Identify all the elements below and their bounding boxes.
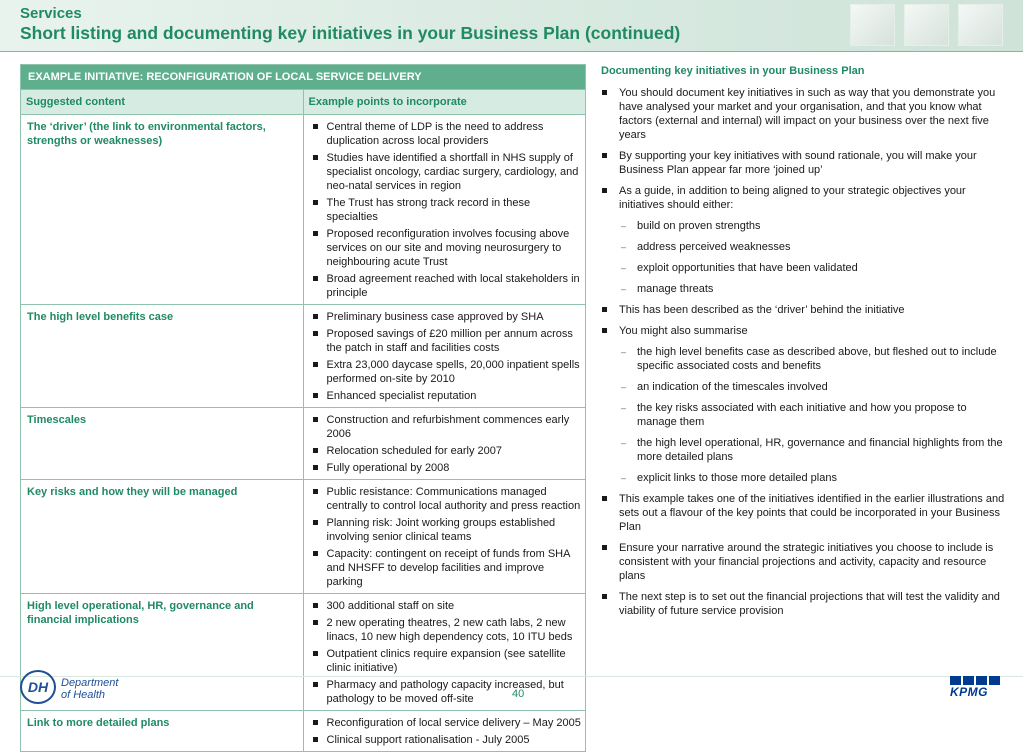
initiative-table bbox=[20, 64, 586, 752]
point-item: Reconfiguration of local service delivery – May 2005 bbox=[308, 716, 582, 730]
header-divider bbox=[0, 51, 1023, 52]
row-label: Key risks and how they will be managed bbox=[21, 480, 304, 594]
section-title: Services bbox=[20, 5, 82, 22]
points-list bbox=[308, 120, 582, 300]
point-item: Clinical support rationalisation - July 2005 bbox=[308, 733, 582, 747]
points-list bbox=[308, 485, 582, 589]
guidance-item: The next step is to set out the financial projections that will test the validity and viability of future service provision bbox=[601, 590, 1007, 618]
guidance-item: Ensure your narrative around the strategic initiatives you choose to include is consistent with your financial projections and activity, capacity and resource plans bbox=[601, 541, 1007, 583]
point-item: Fully operational by 2008 bbox=[308, 461, 582, 475]
table-title: EXAMPLE INITIATIVE: RECONFIGURATION OF LOCAL SERVICE DELIVERY bbox=[21, 65, 586, 90]
guidance-subitem: – manage threats bbox=[601, 282, 1007, 296]
row-label: Link to more detailed plans bbox=[21, 711, 304, 752]
dh-logo-mark: DH bbox=[20, 670, 56, 704]
row-label: The high level benefits case bbox=[21, 305, 304, 408]
column-header-suggested-content: Suggested content bbox=[21, 90, 304, 115]
row-points bbox=[303, 115, 586, 305]
guidance-panel bbox=[601, 64, 1007, 625]
guidance-subitem: – exploit opportunities that have been validated bbox=[601, 261, 1007, 275]
guidance-item: This example takes one of the initiatives identified in the earlier illustrations and sets out a flavour of the key points that could be incorporated in your Business Plan bbox=[601, 492, 1007, 534]
points-list bbox=[308, 716, 582, 747]
dh-logo-line-1: Department bbox=[61, 677, 119, 689]
table-row bbox=[21, 408, 586, 480]
point-item: 2 new operating theatres, 2 new cath labs, 2 new linacs, 10 new high dependency cots, 10 ITU beds bbox=[308, 616, 582, 644]
kpmg-logo-boxes bbox=[950, 676, 1000, 685]
point-item: 300 additional staff on site bbox=[308, 599, 582, 613]
kpmg-logo-text: KPMG bbox=[950, 685, 988, 699]
row-points bbox=[303, 480, 586, 594]
point-item: Central theme of LDP is the need to address duplication across local providers bbox=[308, 120, 582, 148]
point-item: Outpatient clinics require expansion (see satellite clinic initiative) bbox=[308, 647, 582, 675]
guidance-subitem: – build on proven strengths bbox=[601, 219, 1007, 233]
row-label: High level operational, HR, governance and financial implications bbox=[21, 594, 304, 711]
table-row bbox=[21, 480, 586, 594]
points-list bbox=[308, 413, 582, 475]
guidance-subitem: – the high level operational, HR, governance and financial highlights from the more detailed plans bbox=[601, 436, 1007, 464]
row-points bbox=[303, 408, 586, 480]
table-row bbox=[21, 115, 586, 305]
guidance-item: As a guide, in addition to being aligned to your strategic objectives your initiatives should either: bbox=[601, 184, 1007, 212]
header-photo-2 bbox=[904, 4, 949, 46]
column-header-example-points: Example points to incorporate bbox=[303, 90, 586, 115]
table-row bbox=[21, 305, 586, 408]
guidance-heading: Documenting key initiatives in your Business Plan bbox=[601, 65, 865, 77]
point-item: Construction and refurbishment commences early 2006 bbox=[308, 413, 582, 441]
point-item: The Trust has strong track record in these specialties bbox=[308, 196, 582, 224]
point-item: Public resistance: Communications managed centrally to control local authority and press reaction bbox=[308, 485, 582, 513]
row-label: Timescales bbox=[21, 408, 304, 480]
page-number: 40 bbox=[512, 688, 525, 700]
dh-logo-line-2: of Health bbox=[61, 689, 106, 701]
header-photo-1 bbox=[850, 4, 895, 46]
kpmg-logo bbox=[950, 676, 1000, 698]
table-row bbox=[21, 711, 586, 752]
header-photo-3 bbox=[958, 4, 1003, 46]
point-item: Extra 23,000 daycase spells, 20,000 inpatient spells performed on-site by 2010 bbox=[308, 358, 582, 386]
guidance-subitem: – the high level benefits case as described above, but fleshed out to include specific associated costs and benefits bbox=[601, 345, 1007, 373]
point-item: Proposed reconfiguration involves focusing above services on our site and moving neurosurgery to neighbouring acute Trust bbox=[308, 227, 582, 269]
point-item: Enhanced specialist reputation bbox=[308, 389, 582, 403]
guidance-subitem: – explicit links to those more detailed plans bbox=[601, 471, 1007, 485]
guidance-item: You should document key initiatives in such as way that you demonstrate you have analysed your market and your organisation, and that you know what factors (external and internal) will impact on your business over the next five years bbox=[601, 86, 1007, 142]
points-list bbox=[308, 310, 582, 403]
guidance-item: You might also summarise bbox=[601, 324, 1007, 338]
guidance-item: By supporting your key initiatives with sound rationale, you will make your Business Plan appear far more ‘joined up’ bbox=[601, 149, 1007, 177]
point-item: Preliminary business case approved by SHA bbox=[308, 310, 582, 324]
guidance-subitem: – an indication of the timescales involved bbox=[601, 380, 1007, 394]
points-list bbox=[308, 599, 582, 706]
dh-logo-text bbox=[61, 677, 118, 701]
point-item: Proposed savings of £20 million per annum across the patch in staff and facilities costs bbox=[308, 327, 582, 355]
guidance-subitem: – address perceived weaknesses bbox=[601, 240, 1007, 254]
row-points bbox=[303, 594, 586, 711]
point-item: Pharmacy and pathology capacity increased, but pathology to be moved off-site bbox=[308, 678, 582, 706]
row-points bbox=[303, 711, 586, 752]
point-item: Relocation scheduled for early 2007 bbox=[308, 444, 582, 458]
point-item: Studies have identified a shortfall in NHS supply of specialist oncology, cardiac surgery, cardiology, and neo-natal services in region bbox=[308, 151, 582, 193]
footer-divider bbox=[0, 676, 1023, 677]
guidance-list bbox=[601, 86, 1007, 618]
guidance-item: This has been described as the ‘driver’ behind the initiative bbox=[601, 303, 1007, 317]
row-points bbox=[303, 305, 586, 408]
guidance-subitem: – the key risks associated with each initiative and how you propose to manage them bbox=[601, 401, 1007, 429]
table-title-row bbox=[21, 65, 586, 90]
page-title: Short listing and documenting key initiatives in your Business Plan (continued) bbox=[20, 23, 681, 43]
point-item: Planning risk: Joint working groups established involving senior clinical teams bbox=[308, 516, 582, 544]
table-header-row bbox=[21, 90, 586, 115]
point-item: Capacity: contingent on receipt of funds from SHA and NHSFF to develop facilities and improve parking bbox=[308, 547, 582, 589]
row-label: The ‘driver’ (the link to environmental factors, strengths or weaknesses) bbox=[21, 115, 304, 305]
department-of-health-logo bbox=[20, 670, 140, 706]
point-item: Broad agreement reached with local stakeholders in principle bbox=[308, 272, 582, 300]
